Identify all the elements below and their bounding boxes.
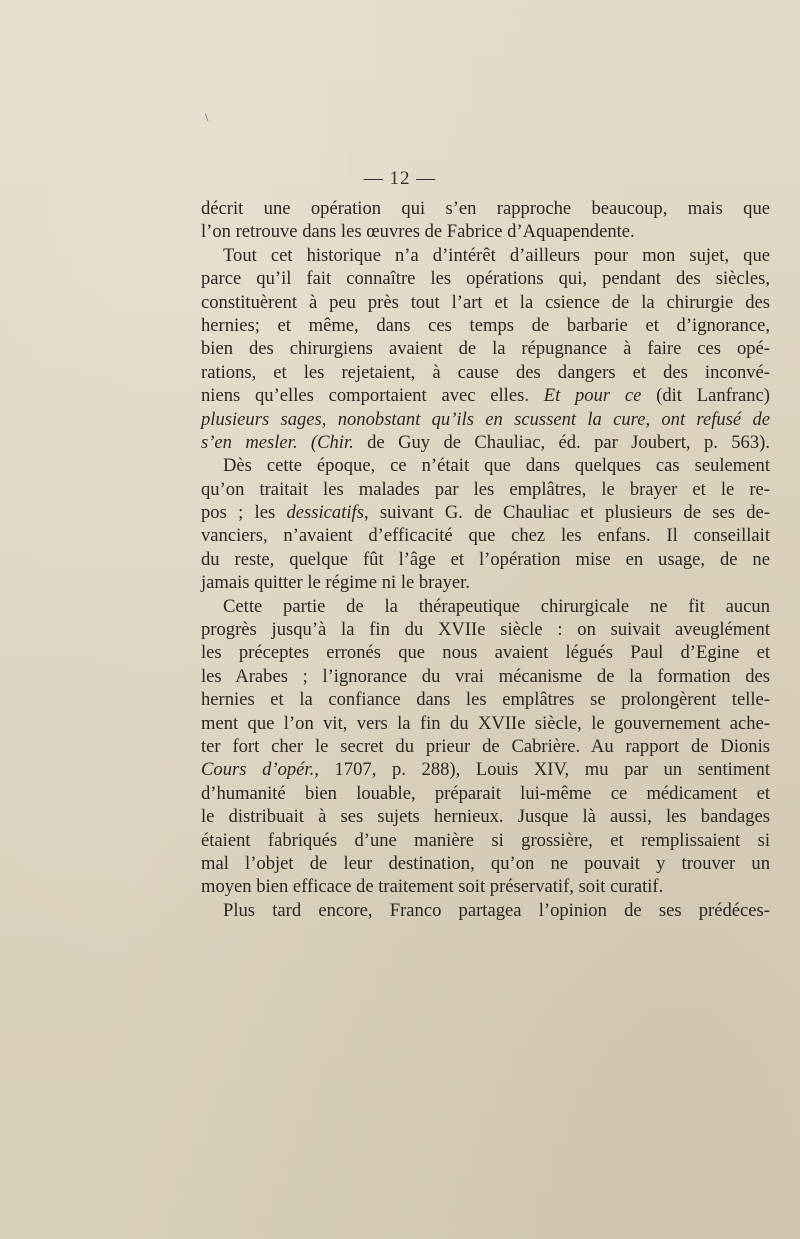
italic-run: Cours d’opér. <box>201 759 315 781</box>
text-line: hernies et la confiance dans les emplâtres se prolongèrent telle- <box>201 689 770 711</box>
text-run: , suivant G. de Chauliac et plusieurs de ses de- <box>363 502 770 524</box>
text-line: les Arabes ; l’ignorance du vrai mécanisme de la formation des <box>201 665 770 687</box>
italic-run: Et pour ce <box>543 385 642 407</box>
text-line <box>201 384 770 407</box>
text-line: moyen bien efficace de traitement soit préservatif, soit curatif. <box>201 876 664 898</box>
italic-run: plusieurs sages, nonobstant qu’ils en scussent la cure, ont refusé de <box>201 408 770 430</box>
italic-run: Chir. <box>317 431 354 453</box>
text-line: jamais quitter le régime ni le brayer. <box>201 572 470 594</box>
text-run: pos ; les <box>201 502 287 524</box>
text-line <box>201 408 770 431</box>
text-line: l’on retrouve dans les œuvres de Fabrice d’Aquapendente. <box>201 221 635 243</box>
text-line: Dès cette époque, ce n’était que dans quelques cas seulement <box>223 455 770 477</box>
text-run: niens qu’elles comportaient avec elles. <box>201 385 544 407</box>
text-line: mal l’objet de leur destination, qu’on ne pouvait y trouver un <box>201 852 770 874</box>
text-line: Tout cet historique n’a d’intérêt d’ailleurs pour mon sujet, que <box>223 244 770 266</box>
text-line: ment que l’on vit, vers la fin du XVIIe siècle, le gouvernement ache- <box>201 712 770 734</box>
text-run: , 1707, p. 288), Louis XIV, mu par un sentiment <box>314 759 770 781</box>
text-line: le distribuait à ses sujets hernieux. Jusque là aussi, les bandages <box>201 806 770 828</box>
text-line: Plus tard encore, Franco partagea l’opinion de ses prédéces- <box>223 899 770 921</box>
stray-mark: \ <box>205 110 209 124</box>
text-line: décrit une opération qui s’en rapproche beaucoup, mais que <box>201 198 770 219</box>
text-line: rations, et les rejetaient, à cause des dangers et des inconvé- <box>201 361 770 383</box>
text-line: hernies; et même, dans ces temps de barbarie et d’ignorance, <box>201 314 770 336</box>
text-line: vanciers, n’avaient d’efficacité que chez les enfans. Il conseillait <box>201 525 770 547</box>
italic-run: s’en mesler. ( <box>201 431 318 453</box>
text-line: ter fort cher le secret du prieur de Cabrière. Au rapport de Dionis <box>201 735 770 757</box>
text-line: qu’on traitait les malades par les emplâtres, le brayer et le re- <box>201 478 770 500</box>
text-line <box>201 501 770 524</box>
text-line <box>201 431 770 454</box>
text-line: bien des chirurgiens avaient de la répugnance à faire ces opé- <box>201 338 770 360</box>
text-line: constituèrent à peu près tout l’art et la csience de la chirurgie des <box>201 291 770 313</box>
text-line: les préceptes erronés que nous avaient légués Paul d’Egine et <box>201 642 770 664</box>
italic-run: dessicatifs <box>286 502 364 524</box>
text-line: Cette partie de la thérapeutique chirurgicale ne fit aucun <box>223 595 770 617</box>
text-line: d’humanité bien louable, préparait lui-même ce médicament et <box>201 782 770 804</box>
text-line: parce qu’il fait connaître les opérations qui, pendant des siècles, <box>201 268 770 290</box>
body-text <box>201 197 770 922</box>
text-run: de Guy de Chauliac, éd. par Joubert, p. 563). <box>353 431 770 453</box>
text-line: du reste, quelque fût l’âge et l’opération mise en usage, de ne <box>201 548 770 570</box>
text-line <box>201 758 770 781</box>
text-line: progrès jusqu’à la fin du XVIIe siècle : on suivait aveuglément <box>201 619 770 641</box>
page-number: — 12 — <box>363 168 437 189</box>
text-line: étaient fabriqués d’une manière si grossière, et remplissaient si <box>201 829 770 851</box>
text-run: (dit Lanfranc) <box>641 385 770 407</box>
